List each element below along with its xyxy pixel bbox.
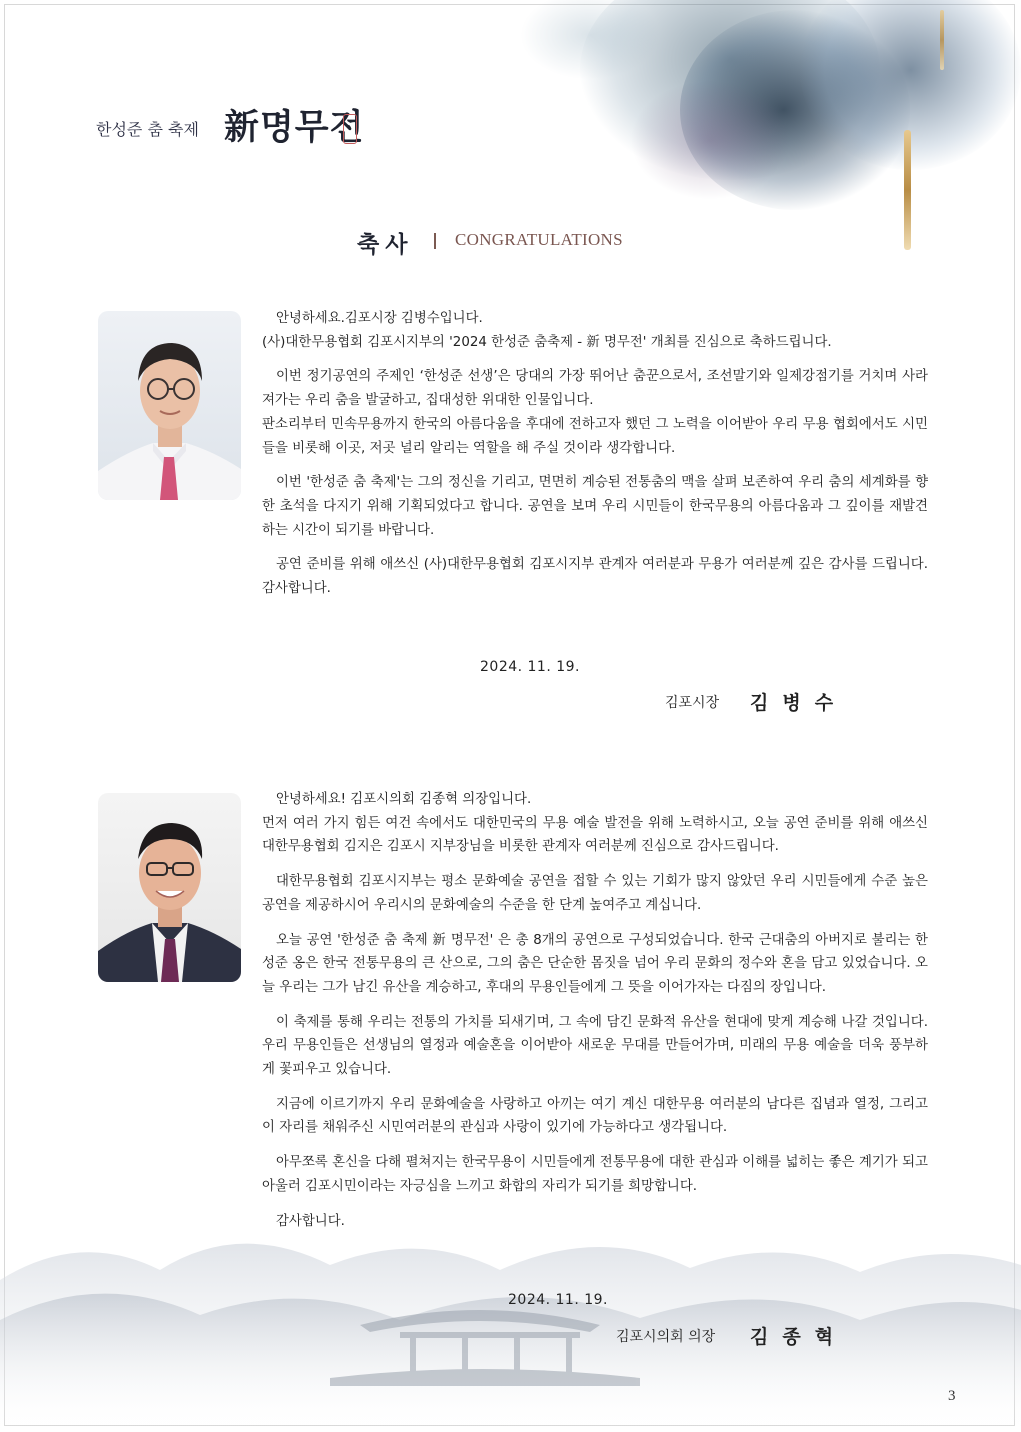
- letter2-intro: 먼저 여러 가지 힘든 여건 속에서도 대한민국의 무용 예술 발전을 위해 노력하시고, 오늘 공연 준비를 위해 애쓰신 대한무용협회 김지은 김포시 지부장님을 비롯한 관계자 여러분께 진심으로 감사드립니다.: [262, 815, 928, 855]
- section-title: 축사: [357, 231, 414, 258]
- letter1-paragraph: 이번 정기공연의 주제인 ‘한성준 선생’은 당대의 가장 뛰어난 춤꾼으로서, 조선말기와 일제강점기를 거치며 사라져가는 우리 춤을 발굴하고, 집대성한 위대한 인물입니다.: [262, 369, 928, 409]
- section-divider: [434, 233, 436, 249]
- letter1-intro: (사)대한무용협회 김포시지부의 '2024 한성준 춤축제 - 新 명무전' 개최를 진심으로 축하드립니다.: [262, 334, 832, 350]
- letter1-paragraph: 판소리부터 민속무용까지 한국의 아름다움을 후대에 전하고자 했던 그 노력을 이어받아 우리 무용 협회에서도 시민들을 비롯해 이곳, 저곳 널리 알리는 역할을 해 주실 것이라 생각합니다.: [262, 416, 928, 456]
- letter1-paragraph: 공연 준비를 위해 애쓰신 (사)대한무용협회 김포시지부 관계자 여러분과 무용가 여러분께 깊은 감사를 드립니다. 감사합니다.: [262, 557, 928, 597]
- letter2-closing: 감사합니다.: [276, 1213, 345, 1229]
- letter1-paragraph: 이번 '한성준 춤 축제'는 그의 정신을 기리고, 면면히 계승된 전통춤의 맥을 살펴 보존하여 우리 춤의 세계화를 향한 초석을 다지기 위해 기획되었다고 합니다. 공연을 보며 우리 시민들이 한국무용의 아름다움과 그 깊이를 재발견하는 시간이 되기를 바랍니다.: [262, 475, 928, 538]
- letter1-signer-name: 김병수: [750, 692, 848, 714]
- page-number: 3: [948, 1388, 956, 1404]
- letter1-date: 2024. 11. 19.: [480, 659, 581, 675]
- festival-title: 新명무전: [224, 107, 365, 148]
- letter1-signer-role: 김포시장: [665, 695, 720, 711]
- letter2-date: 2024. 11. 19.: [508, 1292, 609, 1308]
- letter2-paragraph: 지금에 이르기까지 우리 문화예술을 사랑하고 아끼는 여기 계신 대한무용 여러분의 남다른 집념과 열정, 그리고 이 자리를 채워주신 시민여러분의 관심과 사랑이 있기에 가능하다고 생각됩니다.: [262, 1096, 928, 1136]
- section-subtitle: CONGRATULATIONS: [455, 230, 623, 249]
- seal-stamp: [343, 114, 357, 144]
- letter2-paragraph: 이 축제를 통해 우리는 전통의 가치를 되새기며, 그 속에 담긴 문화적 유산을 현대에 맞게 계승해 나갈 것입니다. 우리 무용인들은 선생님의 열정과 예술혼을 이어받아 새로운 무대를 만들어가며, 미래의 무용 예술을 더욱 풍부하게 꽃피우고 있습니다.: [262, 1014, 928, 1078]
- mayor-photo: [98, 311, 241, 500]
- letter2-greeting: 안녕하세요! 김포시의회 김종혁 의장입니다.: [276, 792, 532, 807]
- letter2-paragraph: 아무쪼록 혼신을 다해 펼쳐지는 한국무용이 시민들에게 전통무용에 대한 관심과 이해를 넓히는 좋은 계기가 되고 아울러 김포시민이라는 자긍심을 느끼고 화합의 자리가 되기를 희망합니다.: [262, 1155, 928, 1194]
- letter1-greeting: 안녕하세요.김포시장 김병수입니다.: [276, 311, 483, 326]
- letter2-signer-role: 김포시의회 의장: [616, 1329, 716, 1345]
- mountain-landscape-decoration: [0, 1210, 1021, 1432]
- letter2-paragraph: 오늘 공연 '한성준 춤 축제 新 명무전' 은 총 8개의 공연으로 구성되었습니다. 한국 근대춤의 아버지로 불리는 한성준 옹은 한국 전통무용의 큰 산으로, 그의 춤은 단순한 몸짓을 넘어 우리 문화의 정수와 혼을 담고 있었습니다. 오늘 우리는 그가 남긴 유산을 계승하고, 후대의 무용인들에게 그 뜻을 이어가자는 다짐의 장입니다.: [262, 932, 928, 995]
- letter2-signer-name: 김종혁: [750, 1326, 848, 1348]
- chairman-photo: [98, 793, 241, 982]
- mayor-letter: [262, 307, 928, 601]
- festival-label: 한성준 춤 축제: [96, 120, 199, 139]
- letter2-paragraph: 대한무용협회 김포시지부는 평소 문화예술 공연을 접할 수 있는 기회가 많지 않았던 우리 시민들에게 수준 높은 공연을 제공하시어 우리시의 문화예술의 수준을 한 단계 높여주고 계십니다.: [262, 874, 928, 913]
- chairman-letter: [262, 788, 928, 1233]
